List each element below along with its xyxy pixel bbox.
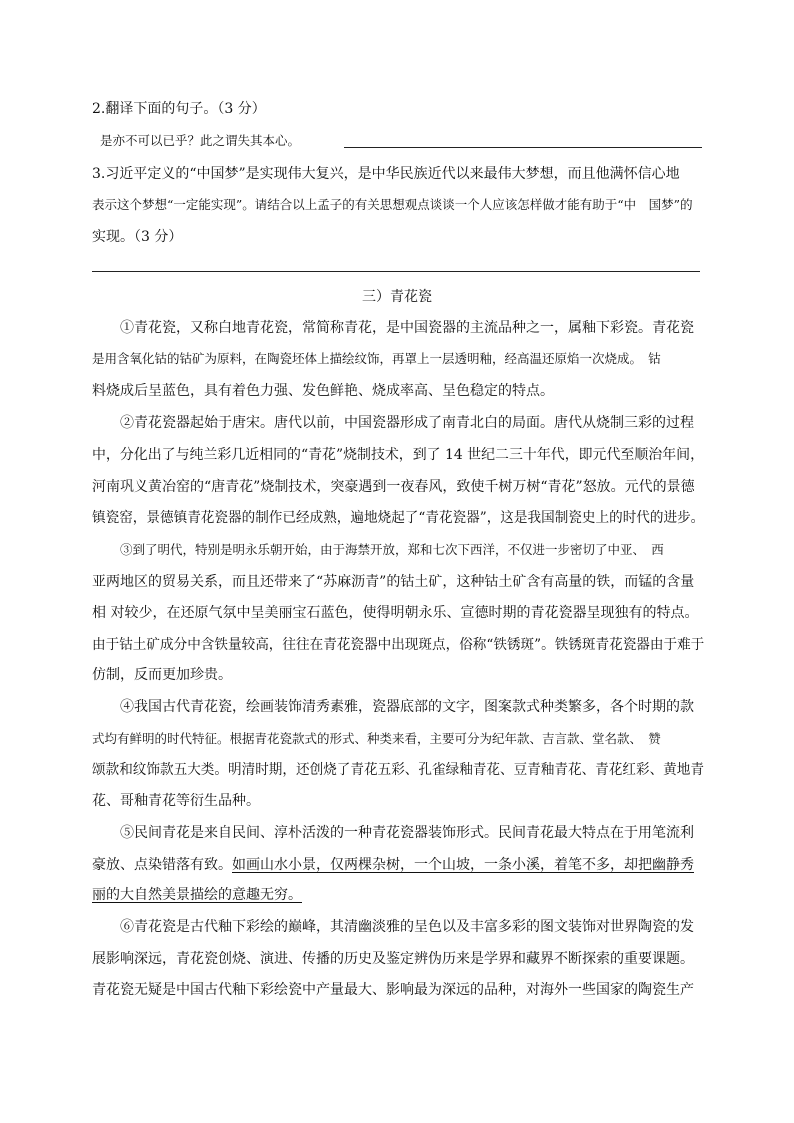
paragraph-4-line-2: 式均有鲜明的时代特征。根据青花瓷款式的形式、种类来看，主要可分为纪年款、吉言款、堂名款、 赞 bbox=[92, 731, 661, 746]
answer-line-q3[interactable] bbox=[92, 271, 700, 272]
paragraph-2-line-2: 中，分化出了与纯兰彩几近相同的“青花”烧制技术，到了 14 世纪二三十年代，即元代至顺治年间， bbox=[92, 447, 705, 463]
paragraph-3-line-2: 亚两地区的贸易关系，而且还带来了“苏麻沥青”的钴土矿，这种钴土矿含有高量的铁，而锰的含量 bbox=[92, 574, 695, 590]
paragraph-3-line-4: 由于钴土矿成分中含铁量较高，往往在青花瓷器中出现斑点，俗称“铁锈斑”。铁锈斑青花瓷器由于难于 bbox=[92, 637, 705, 653]
answer-line-q2[interactable] bbox=[344, 147, 702, 148]
paragraph-1-line-3: 料烧成后呈蓝色，具有着色力强、发色鲜艳、烧成率高、呈色稳定的特点。 bbox=[92, 383, 554, 399]
paragraph-5-line-1: ⑤民间青花是来自民间、淳朴活泼的一种青花瓷器装饰形式。民间青花最大特点在于用笔流利 bbox=[120, 825, 694, 841]
paragraph-6-line-1: ⑥青花瓷是古代釉下彩绘的巅峰，其清幽淡雅的呈色以及丰富多彩的图文装饰对世界陶瓷的发 bbox=[120, 919, 694, 935]
paragraph-4-line-1: ④我国古代青花瓷，绘画装饰清秀素雅，瓷器底部的文字，图案款式种类繁多，各个时期的款 bbox=[120, 699, 694, 715]
paragraph-1-line-2: 是用含氧化钴的钴矿为原料，在陶瓷坯体上描绘纹饰，再罩上一层透明釉，经高温还原焰一次烧成。 钴 bbox=[92, 351, 661, 366]
paragraph-2-line-3: 河南巩义黄冶窑的“唐青花”烧制技术，突豪遇到一夜春风，致使千树万树“青花”怒放。元代的景德 bbox=[92, 479, 695, 495]
paragraph-6-line-3: 青花瓷无疑是中国古代釉下彩绘瓷中产量最大、影响最为深远的品种，对海外一些国家的陶瓷生产 bbox=[92, 982, 694, 998]
paragraph-6-line-2: 展影响深远，青花瓷创烧、演进、传播的历史及鉴定辨伪历来是学界和藏界不断探索的重要课题。 bbox=[92, 951, 694, 967]
paragraph-3-line-3: 相 对较少，在还原气氛中呈美丽宝石蓝色，使得明朝永乐、宣德时期的青花瓷器呈现独有的特点。 bbox=[92, 605, 699, 621]
paragraph-2-line-1: ②青花瓷器起始于唐宋。唐代以前，中国瓷器形成了南青北白的局面。唐代从烧制三彩的过程 bbox=[120, 415, 694, 431]
paragraph-2-line-4: 镇瓷窑，景德镇青花瓷器的制作已经成熟，遍地烧起了“青花瓷器”，这是我国制瓷史上的时代的进步。 bbox=[92, 510, 705, 526]
paragraph-3-line-5: 仿制，反而更加珍贵。 bbox=[92, 667, 232, 683]
question-2-prompt: 2.翻译下面的句子。（3 分） bbox=[92, 101, 266, 117]
section-title: 三）青花瓷 bbox=[362, 289, 432, 305]
question-3-line-1: 3.习近平定义的“中国梦”是实现伟大复兴，是中华民族近代以来最伟大梦想，而且他满怀信心地 bbox=[92, 166, 680, 182]
question-3-line-2: 表示这个梦想“一定能实现”。请结合以上孟子的有关思想观点谈谈一个人应该怎样做才能有助于“中 国梦”的 bbox=[92, 197, 693, 212]
question-2-sentence: 是亦不可以已乎？此之谓失其本心。 bbox=[100, 133, 301, 148]
paragraph-3-line-1: ③到了明代，特别是明永乐朝开始，由于海禁开放，郑和七次下西洋，不仅进一步密切了中亚、 西 bbox=[120, 542, 664, 557]
paragraph-5-text: 豪放、点染错落有致。 bbox=[92, 857, 232, 873]
underlined-sentence-part-1: 如画山水小景，仅两棵杂树，一个山坡，一条小溪，着笔不多，却把幽静秀 bbox=[232, 857, 694, 873]
question-3-line-3: 实现。（3 分） bbox=[92, 229, 183, 245]
paragraph-4-line-3: 颂款和纹饰款五大类。明清时期，还创烧了青花五彩、孔雀绿釉青花、豆青釉青花、青花红彩、黄地青 bbox=[92, 762, 704, 778]
paragraph-4-line-4: 花、哥釉青花等衍生品种。 bbox=[92, 793, 260, 809]
paragraph-1-line-1: ①青花瓷，又称白地青花瓷，常简称青花，是中国瓷器的主流品种之一，属釉下彩瓷。青花瓷 bbox=[120, 320, 694, 336]
underlined-sentence-part-2: 丽的大自然美景描绘的意趣无穷。 bbox=[92, 887, 302, 903]
paragraph-5-line-2 bbox=[92, 855, 694, 875]
